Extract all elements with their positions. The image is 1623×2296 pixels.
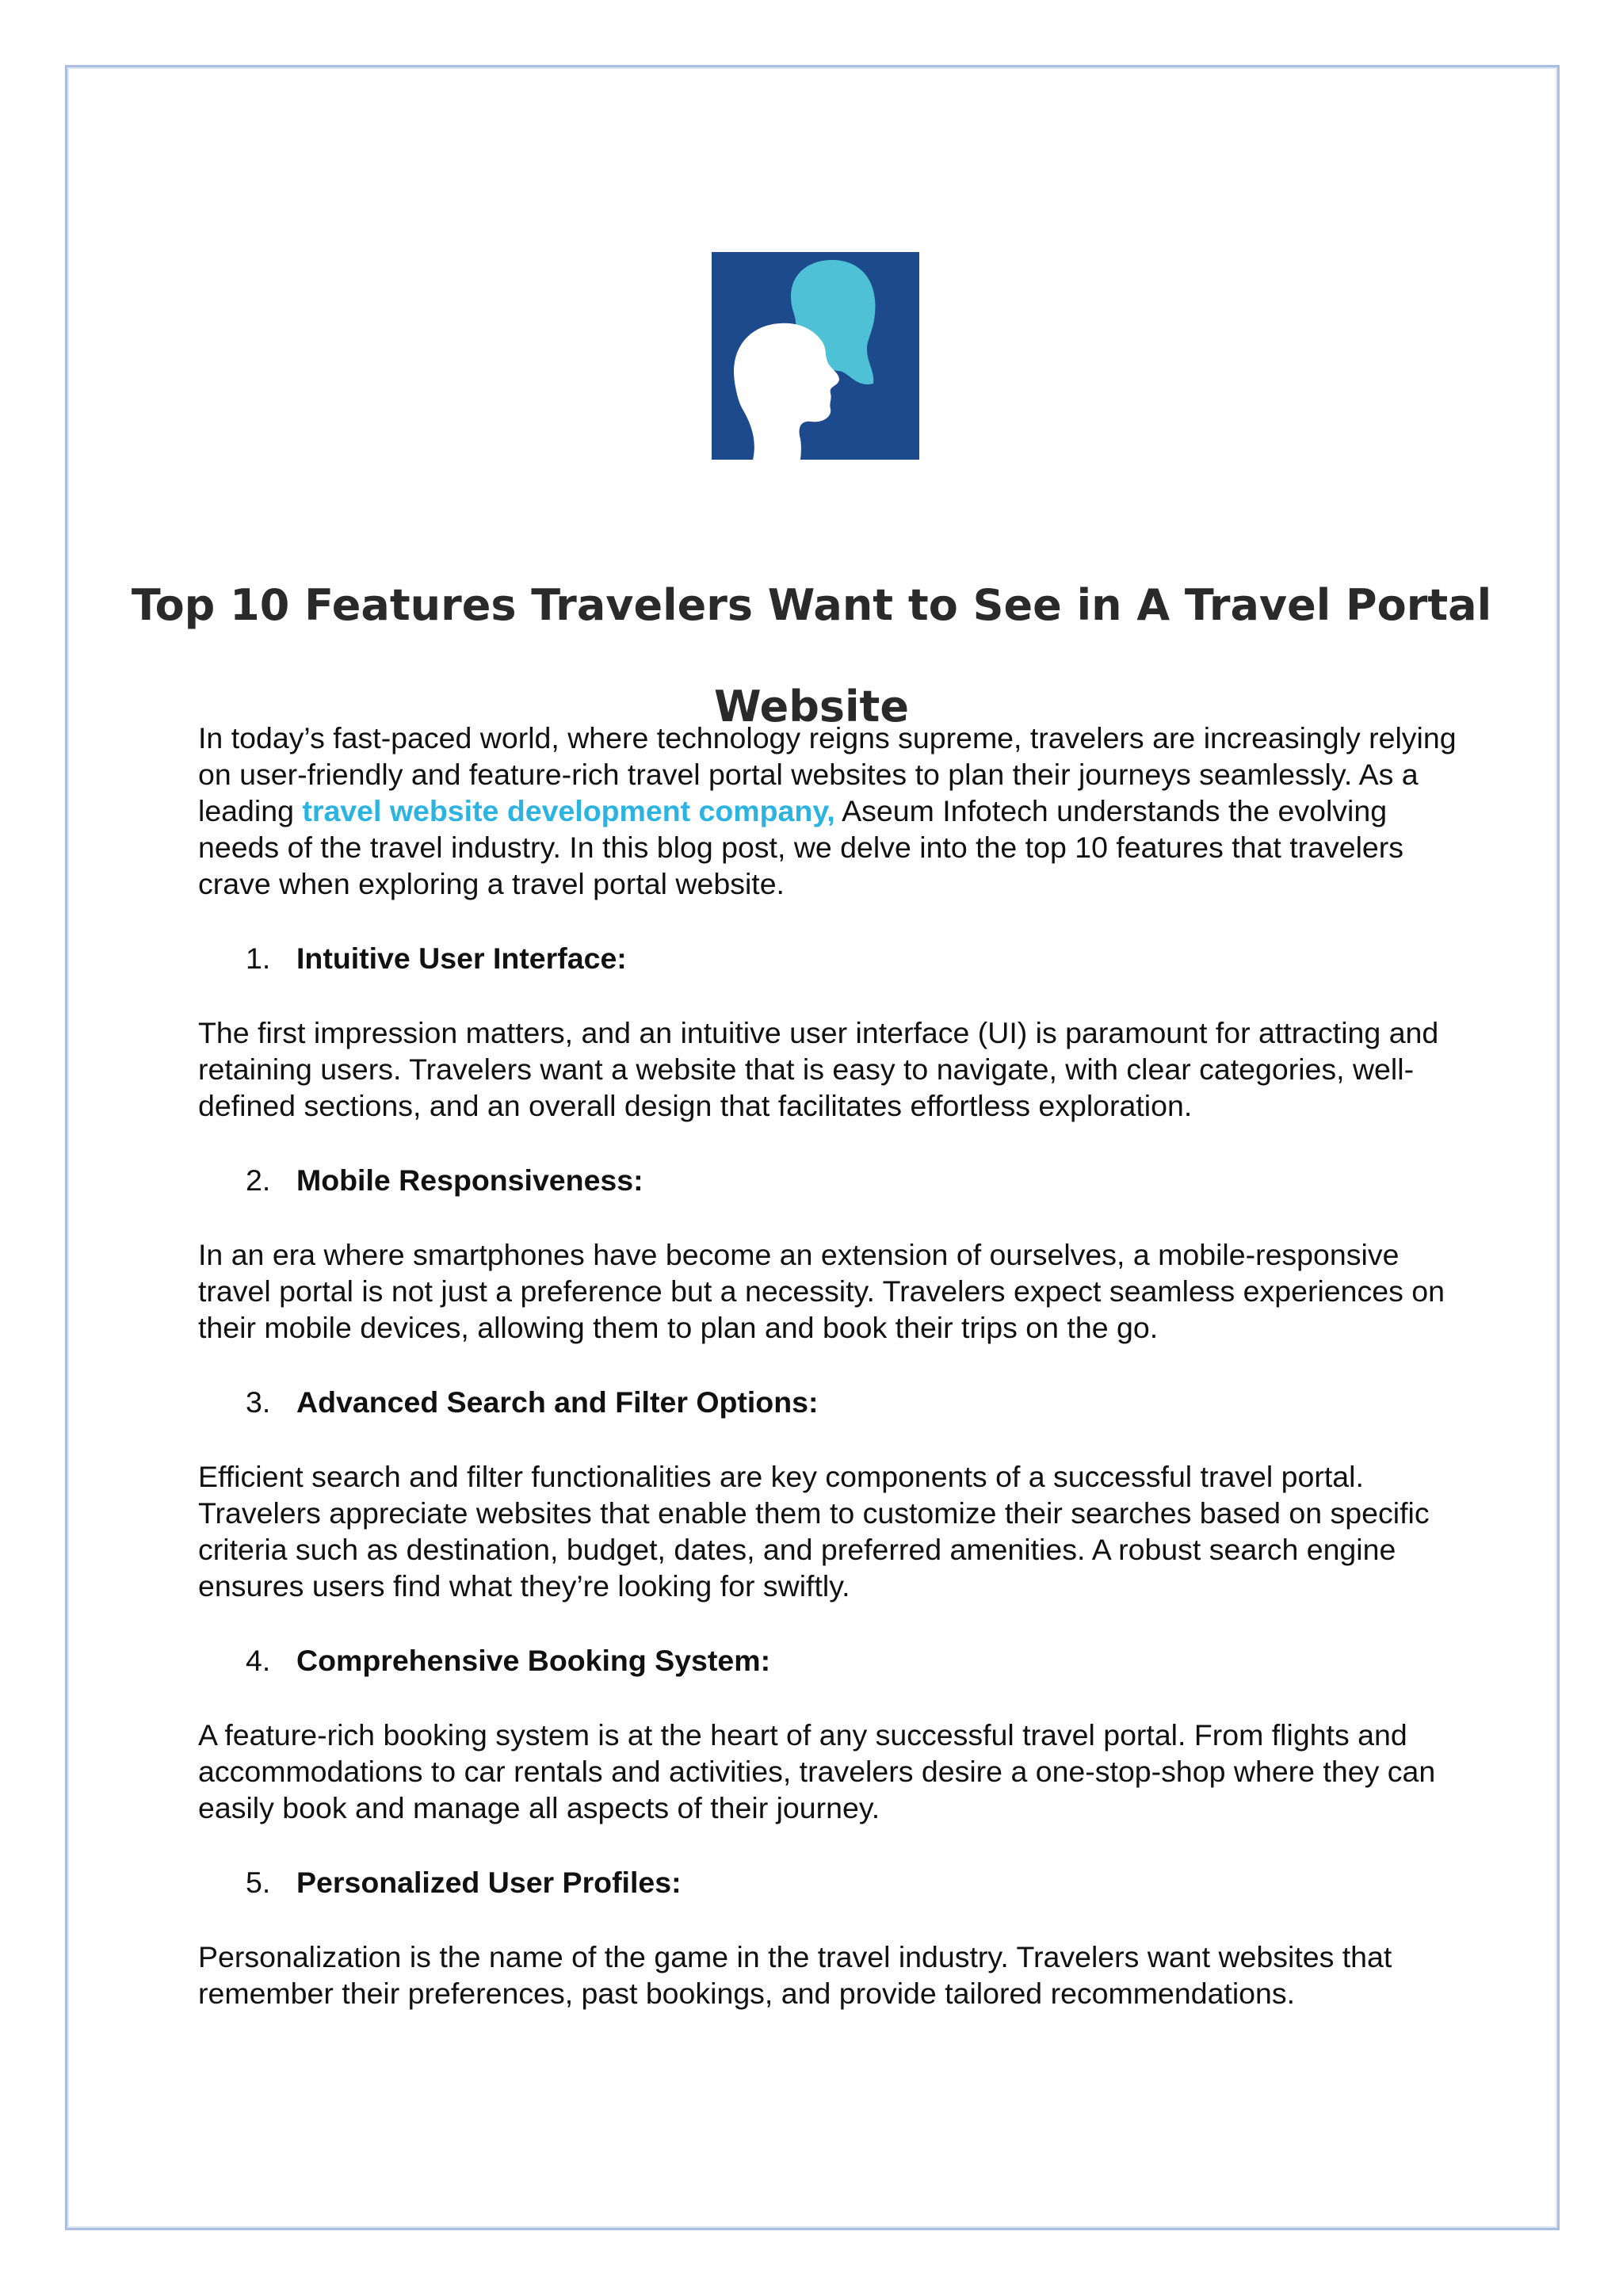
feature-number: 1.: [246, 942, 271, 975]
feature-label: Intuitive User Interface:: [296, 942, 627, 975]
intro-text-end: Aseum Infotech understands the evolving needs of the travel industry. In this blog post, we delve into the top 10 features that travelers crave when exploring a travel portal website.: [198, 794, 1404, 900]
intro-paragraph: [198, 720, 1458, 902]
feature-number: 3.: [246, 1385, 271, 1419]
feature-number: 2.: [246, 1163, 271, 1197]
feature-heading-1: [198, 940, 1458, 976]
feature-number: 4.: [246, 1644, 271, 1677]
feature-heading-4: [198, 1642, 1458, 1679]
feature-label: Mobile Responsiveness:: [296, 1163, 643, 1197]
feature-body-5: Personalization is the name of the game in the travel industry. Travelers want websites that remember their preferences, past bookings, and provide tailored recommendations.: [198, 1940, 1392, 2010]
feature-heading-3: [198, 1384, 1458, 1420]
article-body: [198, 720, 1458, 2050]
feature-label: Advanced Search and Filter Options:: [296, 1385, 819, 1419]
travel-website-link[interactable]: travel website development company,: [302, 794, 835, 827]
feature-body-2: In an era where smartphones have become an extension of ourselves, a mobile-responsive travel portal is not just a preference but a necessity. Travelers expect seamless experiences on their mobile devices, allowing them to plan and book their trips on the go.: [198, 1238, 1445, 1344]
logo: [712, 252, 919, 460]
feature-number: 5.: [246, 1866, 271, 1899]
feature-label: Comprehensive Booking System:: [296, 1644, 771, 1677]
feature-body-3: Efficient search and filter functionalities are key components of a successful travel portal. Travelers appreciate websites that enable them to customize their searches based on specific criteria such as destination, budget, dates, and preferred amenities. A robust search engine ensures users find what they’re looking for swiftly.: [198, 1460, 1430, 1603]
two-heads-speech-icon: [712, 252, 919, 460]
feature-body-1: The first impression matters, and an intuitive user interface (UI) is paramount for attracting and retaining users. Travelers want a website that is easy to navigate, with clear categories, well-defined sections, and an overall design that facilitates effortless exploration.: [198, 1016, 1439, 1122]
feature-body-4: A feature-rich booking system is at the heart of any successful travel portal. From flights and accommodations to car rentals and activities, travelers desire a one-stop-shop where they can easily book and manage all aspects of their journey.: [198, 1718, 1436, 1824]
feature-heading-2: [198, 1162, 1458, 1198]
feature-label: Personalized User Profiles:: [296, 1866, 682, 1899]
page-title: Top 10 Features Travelers Want to See in A Travel Portal Website: [131, 580, 1492, 732]
intro-text-start: In today’s fast-paced world, where technology reigns supreme, travelers are increasingly relying on user-friendly and feature-rich travel portal websites to plan their journeys seamlessly. As a leading: [198, 721, 1457, 827]
feature-heading-5: [198, 1864, 1458, 1901]
